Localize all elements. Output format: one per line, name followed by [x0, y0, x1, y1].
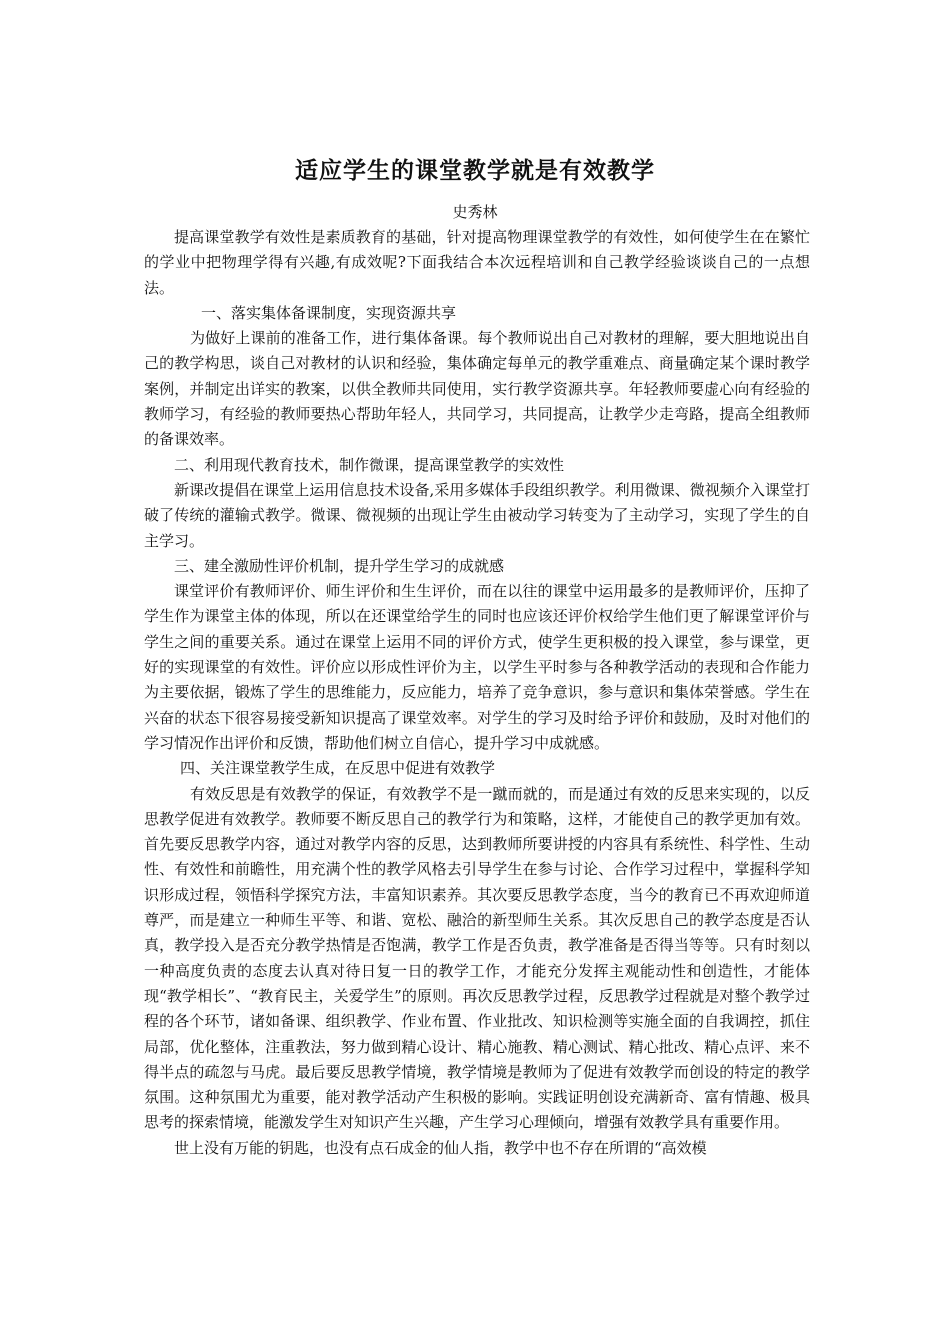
section-heading: 四、关注课堂教学生成，在反思中促进有效教学: [180, 759, 496, 778]
document-title: 适应学生的课堂教学就是有效教学: [295, 158, 655, 184]
section-paragraph: 为做好上课前的准备工作，进行集体备课。每个教师说出自己对教材的理解，要大胆地说出自己的教学构思，谈自己对教材的认识和经验，集体确定每单元的教学重难点、商量确定某个课时教学案例，并制定出详实的教案，以供全教师共同使用，实行教学资源共享。年轻教师要虚心向有经验的教师学习，有经验的教师要热心帮助年轻人，共同学习，共同提高，让教学少走弯路，提高全组教师的备课效率。: [144, 329, 810, 449]
closing-paragraph: 世上没有万能的钥匙，也没有点石成金的仙人指，教学中也不存在所谓的“高效模: [174, 1138, 707, 1157]
section-heading: 二、利用现代教育技术，制作微课，提高课堂教学的实效性: [174, 455, 565, 474]
section-heading: 三、建全激励性评价机制，提升学生学习的成就感: [174, 556, 505, 575]
section-paragraph: 课堂评价有教师评价、师生评价和生生评价，而在以往的课堂中运用最多的是教师评价，压抑了学生作为课堂主体的体现，所以在还课堂给学生的同时也应该还评价权给学生他们更了解课堂评价与学生之间的重要关系。通过在课堂上运用不同的评价方式，使学生更积极的投入课堂，参与课堂，更好的实现课堂的有效性。评价应以形成性评价为主，以学生平时参与各种教学活动的表现和合作能力为主要依据，锻炼了学生的思维能力，反应能力，培养了竞争意识，参与意识和集体荣誉感。学生在兴奋的状态下很容易接受新知识提高了课堂效率。对学生的学习及时给予评价和鼓励，及时对他们的学习情况作出评价和反馈，帮助他们树立自信心，提升学习中成就感。: [144, 582, 810, 752]
section-paragraph: 有效反思是有效教学的保证，有效教学不是一蹴而就的，而是通过有效的反思来实现的，以反思教学促进有效教学。教师要不断反思自己的教学行为和策略，这样，才能使自己的教学更加有效。首先要反思教学内容，通过对教学内容的反思，达到教师所要讲授的内容具有系统性、科学性、生动性、有效性和前瞻性，用充满个性的教学风格去引导学生在参与讨论、合作学习过程中，掌握科学知识形成过程，领悟科学探究方法，丰富知识素养。其次要反思教学态度，当今的教育已不再欢迎师道尊严，而是建立一种师生平等、和谐、宽松、融洽的新型师生关系。其次反思自己的教学态度是否认真，教学投入是否充分教学热情是否饱满，教学工作是否负责，教学准备是否得当等等。只有时刻以一种高度负责的态度去认真对待日复一日的教学工作，才能充分发挥主观能动性和创造性，才能体现“教学相长”、“教育民主，关爱学生”的原则。再次反思教学过程，反思教学过程就是对整个教学过程的各个环节，诸如备课、组织教学、作业布置、作业批改、知识检测等实施全面的自我调控，抓住局部，优化整体，注重教法，努力做到精心设计、精心施教、精心测试、精心批改、精心点评、来不得半点的疏忽与马虎。最后要反思教学情境，教学情境是教师为了促进有效教学而创设的特定的教学氛围。这种氛围尤为重要，能对教学活动产生积极的影响。实践证明创设充满新奇、富有情趣、极具思考的探索情境，能激发学生对知识产生兴趣，产生学习心理倾向，增强有效教学具有重要作用。: [144, 784, 810, 1132]
intro-paragraph: 提高课堂教学有效性是素质教育的基础，针对提高物理课堂教学的有效性，如何使学生在在繁忙的学业中把物理学得有兴趣,有成效呢?下面我结合本次远程培训和自己教学经验谈谈自己的一点想法。: [144, 228, 810, 297]
document-body: [144, 225, 810, 1161]
section-heading: 一、落实集体备课制度，实现资源共享: [201, 303, 457, 322]
section-paragraph: 新课改提倡在课堂上运用信息技术设备,采用多媒体手段组织教学。利用微课、微视频介入课堂打破了传统的灌输式教学。微课、微视频的出现让学生由被动学习转变为了主动学习，实现了学生的自主学习。: [144, 480, 810, 550]
document-author: 史秀林: [452, 203, 498, 221]
